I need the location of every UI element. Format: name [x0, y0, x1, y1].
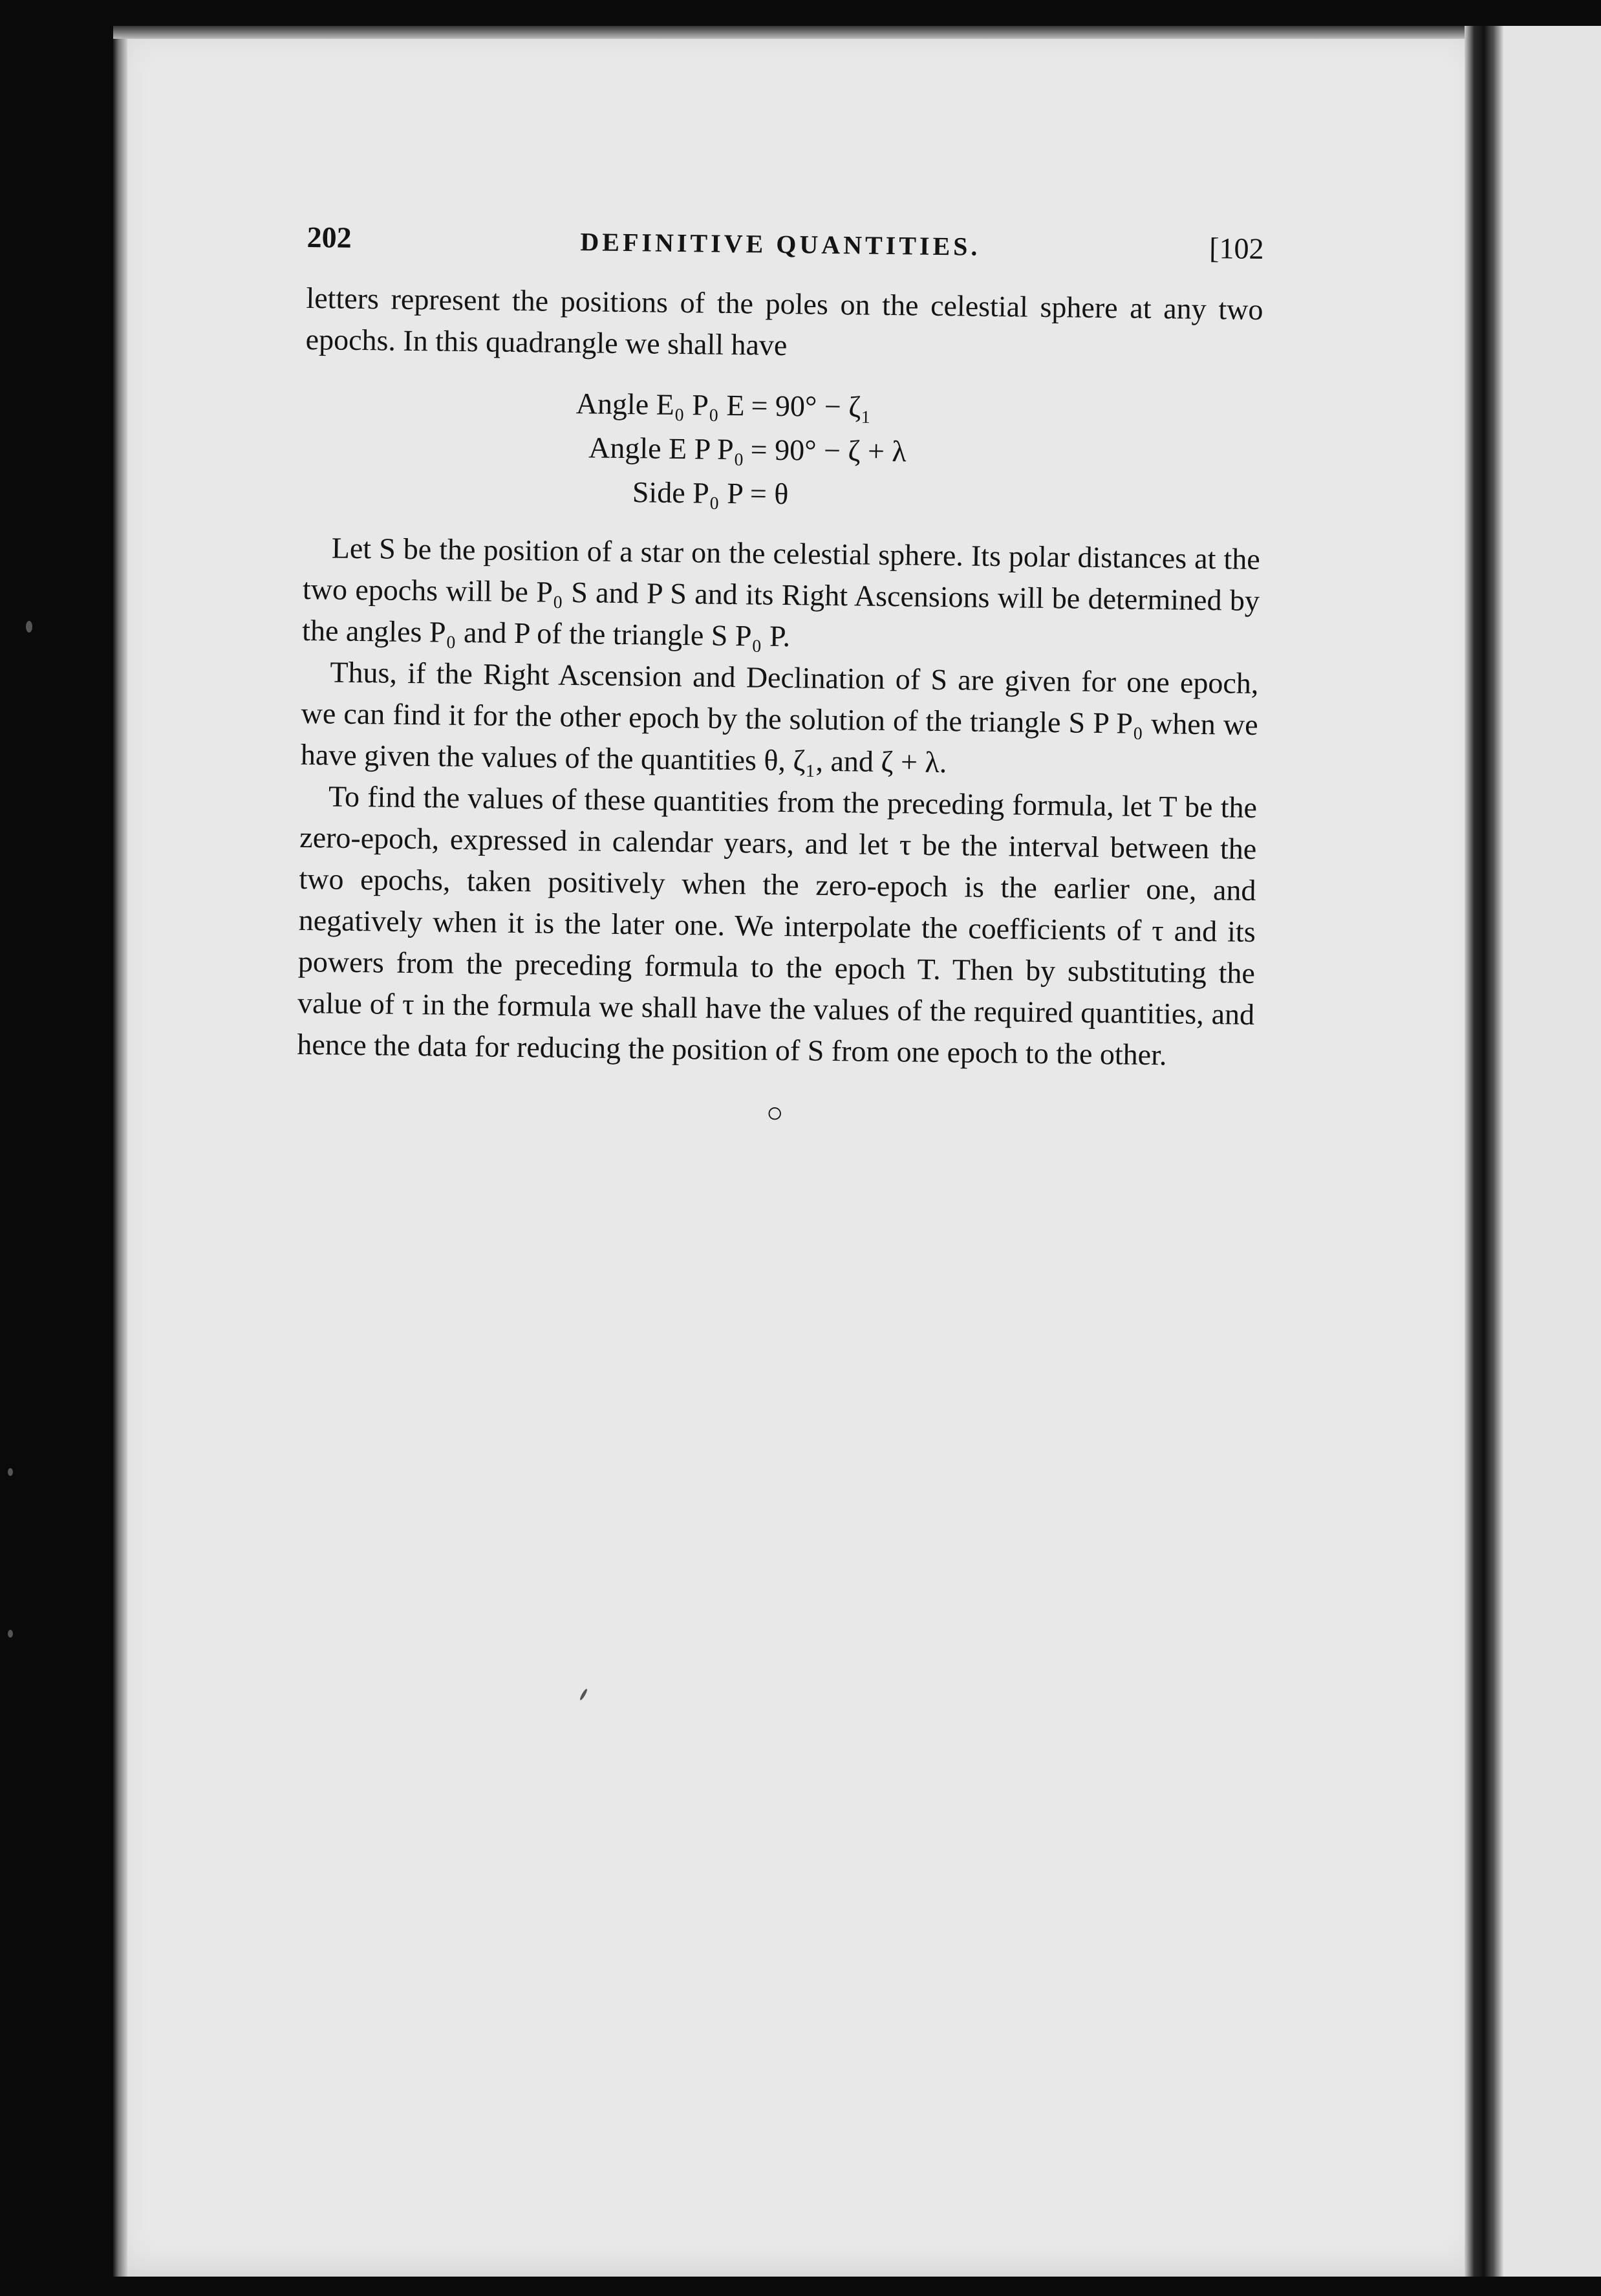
- equation-lhs: Angle E P P₀: [588, 431, 745, 466]
- equation-block: [304, 378, 1262, 522]
- page-top-edge: [113, 26, 1484, 39]
- equation-rhs: = 90° − ζ + λ: [750, 433, 907, 468]
- equation-lhs: Side P₀ P: [632, 475, 744, 510]
- book-gutter: [1465, 26, 1503, 2277]
- end-ornament: ○: [766, 1096, 784, 1129]
- equation-rhs: = θ: [749, 477, 789, 511]
- running-head-title: DEFINITIVE QUANTITIES.: [580, 227, 981, 261]
- scan-speck: [26, 621, 32, 633]
- scan-speck: [8, 1468, 13, 1476]
- paragraph-solution: Thus, if the Right Ascension and Declination of S are given for one epoch, we can find it for the other epoch by the solution of the triangle S P P₀ when we have given the values of the quantities θ, ζ₁, and ζ + λ.: [300, 655, 1259, 779]
- equation-rhs: = 90° − ζ₁: [751, 389, 872, 424]
- facing-page-edge: [1503, 26, 1601, 2277]
- page-number: 202: [306, 220, 352, 254]
- equation-lhs: Angle E₀ P₀ E: [575, 387, 745, 422]
- page-content: [296, 220, 1264, 1130]
- paragraph-intro: letters represent the positions of the poles on the celestial sphere at any two epochs. In this quadrangle we shall have: [305, 281, 1263, 362]
- paragraph-star-position: Let S be the position of a star on the celestial sphere. Its polar distances at the two epochs will be P₀ S and P S and its Right Ascensions will be determined by the angles P₀ and P of the triangle S P₀ P.: [301, 531, 1261, 653]
- page-binding-edge: [113, 26, 127, 2277]
- section-reference: [102: [1209, 232, 1264, 266]
- scan-speck: [8, 1630, 13, 1638]
- paragraph-interpolation: To find the values of these quantities from the preceding formula, let T be the zero-epoch, expressed in calendar years, and let τ be the interval between the two epochs, taken positively when the zero-epoch is the earlier one, and negatively when it is the later one. We interpolate the coefficients of τ and its powers from the preceding formula to the epoch T. Then by substituting the value of τ in the formula we shall have the values of the required quantities, and hence the data for reducing the position of S from one epoch to the other.: [297, 779, 1258, 1072]
